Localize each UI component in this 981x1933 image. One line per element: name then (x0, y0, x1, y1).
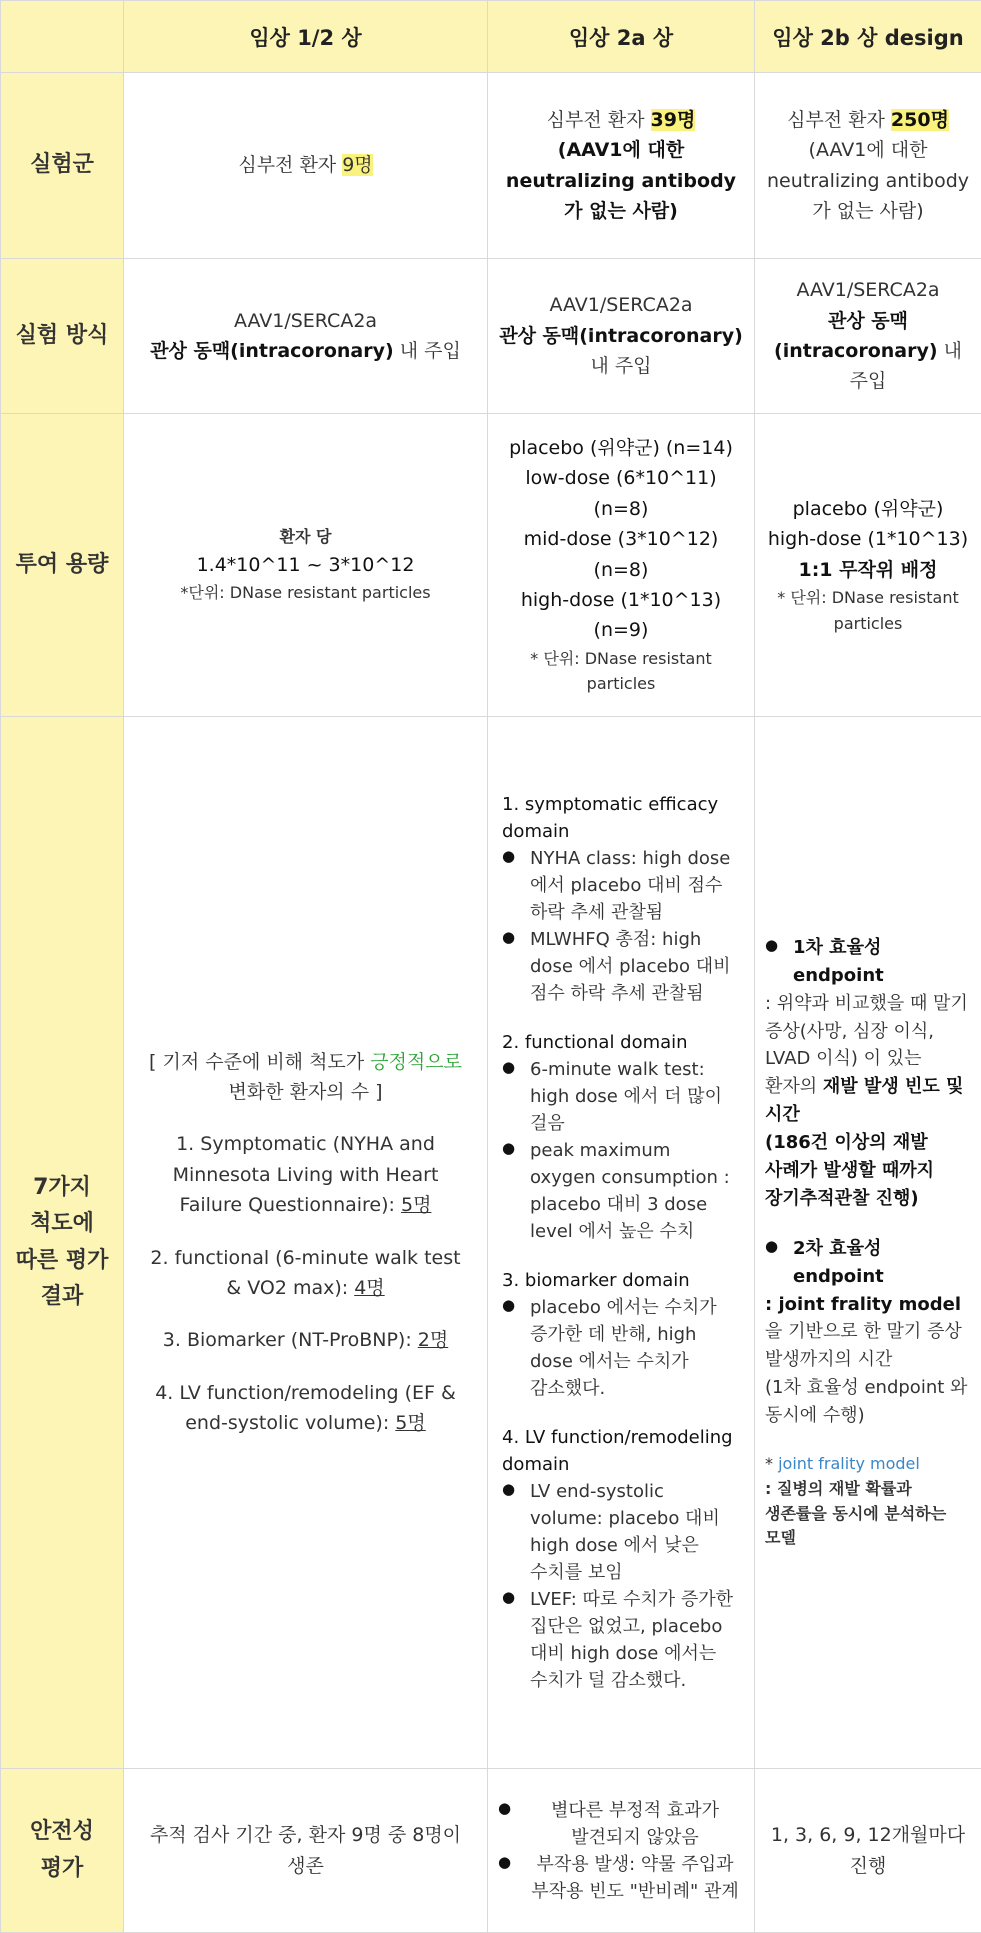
method-p12-route: 관상 동맥(intracoronary) (150, 340, 394, 362)
group-p2b-text: 심부전 환자 (787, 109, 891, 131)
group-p2b-count: 250명 (891, 109, 949, 131)
method-p2b-route: 관상 동맥 (765, 306, 971, 336)
eval-p2a-domain-list (502, 1294, 740, 1402)
eval-p12-item-text: 1. Symptomatic (NYHA and Minnesota Living with Heart Failure Questionnaire): (173, 1133, 439, 1216)
eval-p12-item (142, 1243, 469, 1304)
eval-p12-intro-positive: 긍정적으로 (370, 1051, 462, 1073)
eval-p12-item-count: 2명 (418, 1329, 448, 1351)
group-p2a-count: 39명 (651, 109, 696, 131)
eval-p2a-bullet: ● NYHA class: high dose 에서 placebo 대비 점수 하락 추세 관찰됨 (502, 845, 740, 926)
eval-p2a-bullet: ● peak maximum oxygen consumption : placebo 대비 3 dose level 에서 높은 수치 (502, 1137, 740, 1245)
header-phase-2b: 임상 2b 상 design (755, 1, 981, 73)
dose-phase-2b (755, 414, 981, 717)
dose-p2a-group: mid-dose (3*10^12) (n=8) (498, 524, 744, 585)
group-p12-count: 9명 (342, 154, 372, 176)
eval-p2a-bullet: ● placebo 에서는 수치가 증가한 데 반해, high dose 에서는 수치가 감소했다. (502, 1294, 740, 1402)
group-p2a-detail: (AAV1에 대한 neutralizing antibody 가 없는 사람) (498, 135, 744, 226)
method-phase-2a (488, 259, 755, 414)
method-p2a-suffix: 내 주입 (498, 351, 744, 381)
eval-p2b-primary-note: (186건 이상의 재발 사례가 발생할 때까지 장기추적관찰 진행) (765, 1129, 971, 1213)
group-phase-2a (488, 73, 755, 259)
dose-phase-1-2 (124, 414, 488, 717)
method-p2b-suffix: 내 주입 (850, 340, 962, 392)
safety-p2a-bullet: ● 별다른 부정적 효과가 발견되지 않았음 (498, 1797, 744, 1851)
eval-p2a-domain-list (502, 1478, 740, 1694)
eval-p2b-primary-desc (765, 990, 971, 1129)
eval-p12-item-count: 5명 (401, 1194, 431, 1216)
eval-p12-item-text: 3. Biomarker (NT-ProBNP): (163, 1329, 418, 1351)
eval-p12-item-count: 5명 (395, 1412, 425, 1434)
eval-p2b-secondary-bold: : joint frality model (765, 1291, 971, 1319)
method-phase-1-2 (124, 259, 488, 414)
eval-p2a-bullet: ● 6-minute walk test: high dose 에서 더 많이 걸음 (502, 1056, 740, 1137)
row-label-method: 실험 방식 (1, 259, 124, 414)
safety-phase-1-2: 추적 검사 기간 중, 환자 9명 중 8명이 생존 (124, 1769, 488, 1933)
group-phase-1-2 (124, 73, 488, 259)
dose-p2b-group: high-dose (1*10^13) (765, 524, 971, 554)
method-p2a-vector: AAV1/SERCA2a (498, 290, 744, 320)
group-p2b-detail: (AAV1에 대한 neutralizing antibody 가 없는 사람) (765, 135, 971, 226)
method-p12-suffix: 내 주입 (394, 340, 461, 362)
row-method (1, 259, 981, 414)
group-phase-2b (755, 73, 981, 259)
eval-p2b-primary-bold: 재발 발생 빈도 및 시간 (765, 1076, 963, 1125)
eval-p2b-footnote (765, 1452, 971, 1477)
eval-p2b-foot-def: : 질병의 재발 확률과 생존률을 동시에 분석하는 모델 (765, 1477, 971, 1551)
eval-p2b-secondary-text: 을 기반으로 한 말기 증상 발생까지의 시간 (765, 1318, 971, 1374)
header-phase-1-2: 임상 1/2 상 (124, 1, 488, 73)
row-safety (1, 1769, 981, 1933)
eval-p12-intro-pre: [ 기저 수준에 비해 척도가 (149, 1051, 370, 1073)
eval-p12-item-count: 4명 (354, 1277, 384, 1299)
safety-phase-2b: 1, 3, 6, 9, 12개월마다 진행 (755, 1769, 981, 1933)
method-p12-vector: AAV1/SERCA2a (134, 306, 477, 336)
dose-p2b-unit: * 단위: DNase resistant particles (765, 585, 971, 636)
dose-p2a-group: low-dose (6*10^11) (n=8) (498, 463, 744, 524)
safety-p2a-bullet: ● 부작용 발생: 약물 주입과 부작용 빈도 "반비례" 관계 (498, 1851, 744, 1905)
eval-p2a-domain-title: 1. symptomatic efficacy domain (502, 791, 740, 845)
dose-p12-range: 1.4*10^11 ~ 3*10^12 (134, 550, 477, 580)
dose-p2b-group: 1:1 무작위 배정 (765, 555, 971, 585)
dose-p2a-group: high-dose (1*10^13) (n=9) (498, 585, 744, 646)
eval-p2a-domain-title: 3. biomarker domain (502, 1267, 740, 1294)
eval-p2b-secondary-note: (1차 효율성 endpoint 와 동시에 수행) (765, 1374, 971, 1430)
eval-p2a-domain-list (502, 1056, 740, 1245)
eval-p2a-domain-title: 4. LV function/remodeling domain (502, 1424, 740, 1478)
eval-p2a-domain-title: 2. functional domain (502, 1029, 740, 1056)
eval-p12-item (142, 1378, 469, 1439)
eval-p12-intro-post: 변화한 환자의 수 ] (228, 1081, 382, 1103)
eval-p2b-secondary-title: ● 2차 효율성 endpoint (765, 1235, 971, 1291)
header-phase-2a: 임상 2a 상 (488, 1, 755, 73)
dose-phase-2a (488, 414, 755, 717)
group-p12-text: 심부전 환자 (238, 154, 342, 176)
eval-p12-item-text: 4. LV function/remodeling (EF & end-systolic volume): (155, 1382, 456, 1434)
dose-p2a-group: placebo (위약군) (n=14) (498, 433, 744, 463)
eval-p2a-bullet: ● MLWHFQ 총점: high dose 에서 placebo 대비 점수 하락 추세 관찰됨 (502, 926, 740, 1007)
eval-phase-2a (488, 717, 755, 1769)
eval-p2b-primary-text: : 위약과 비교했을 때 말기 증상(사망, 심장 이식, LVAD 이식) 이 있는 환자의 (765, 993, 968, 1098)
row-label-group: 실험군 (1, 73, 124, 259)
eval-p2b-primary (765, 934, 971, 990)
eval-p12-item-text: 2. functional (6-minute walk test & VO2 max): (150, 1247, 460, 1299)
safety-phase-2a (488, 1769, 755, 1933)
eval-phase-1-2 (124, 717, 488, 1769)
method-phase-2b (755, 259, 981, 414)
method-p2b-vector: AAV1/SERCA2a (765, 275, 971, 305)
eval-p2b-foot-term: joint frality model (778, 1454, 920, 1473)
method-p2b-route2: (intracoronary) (774, 340, 938, 362)
row-label-evaluation: 7가지 척도에 따른 평가 결과 (1, 717, 124, 1769)
dose-p2b-group: placebo (위약군) (765, 494, 971, 524)
eval-p12-item (142, 1129, 469, 1220)
header-blank (1, 1, 124, 73)
eval-phase-2b (755, 717, 981, 1769)
row-dose (1, 414, 981, 717)
row-label-safety: 안전성 평가 (1, 1769, 124, 1933)
header-row (1, 1, 981, 73)
eval-p12-item (142, 1325, 469, 1355)
group-p2a-text: 심부전 환자 (547, 109, 651, 131)
dose-p12-unit: *단위: DNase resistant particles (134, 580, 477, 606)
dose-p2a-unit: * 단위: DNase resistant particles (498, 646, 744, 697)
eval-p2a-bullet: ● LV end-systolic volume: placebo 대비 high dose 에서 낮은 수치를 보임 (502, 1478, 740, 1586)
row-evaluation (1, 717, 981, 1769)
eval-p2a-domain-list (502, 845, 740, 1007)
eval-p2b-foot-star: * (765, 1454, 778, 1473)
row-label-dose: 투여 용량 (1, 414, 124, 717)
eval-p2b-primary-title: ● 1차 효율성 endpoint (765, 934, 971, 990)
eval-p2a-bullet: ● LVEF: 따로 수치가 증가한 집단은 없었고, placebo 대비 high dose 에서는 수치가 덜 감소했다. (502, 1586, 740, 1694)
row-experimental-group (1, 73, 981, 259)
dose-p12-title: 환자 당 (134, 524, 477, 550)
method-p2a-route: 관상 동맥(intracoronary) (498, 321, 744, 351)
eval-p12-intro (142, 1047, 469, 1108)
safety-p2a-list (498, 1797, 744, 1905)
eval-p2b-secondary (765, 1235, 971, 1291)
